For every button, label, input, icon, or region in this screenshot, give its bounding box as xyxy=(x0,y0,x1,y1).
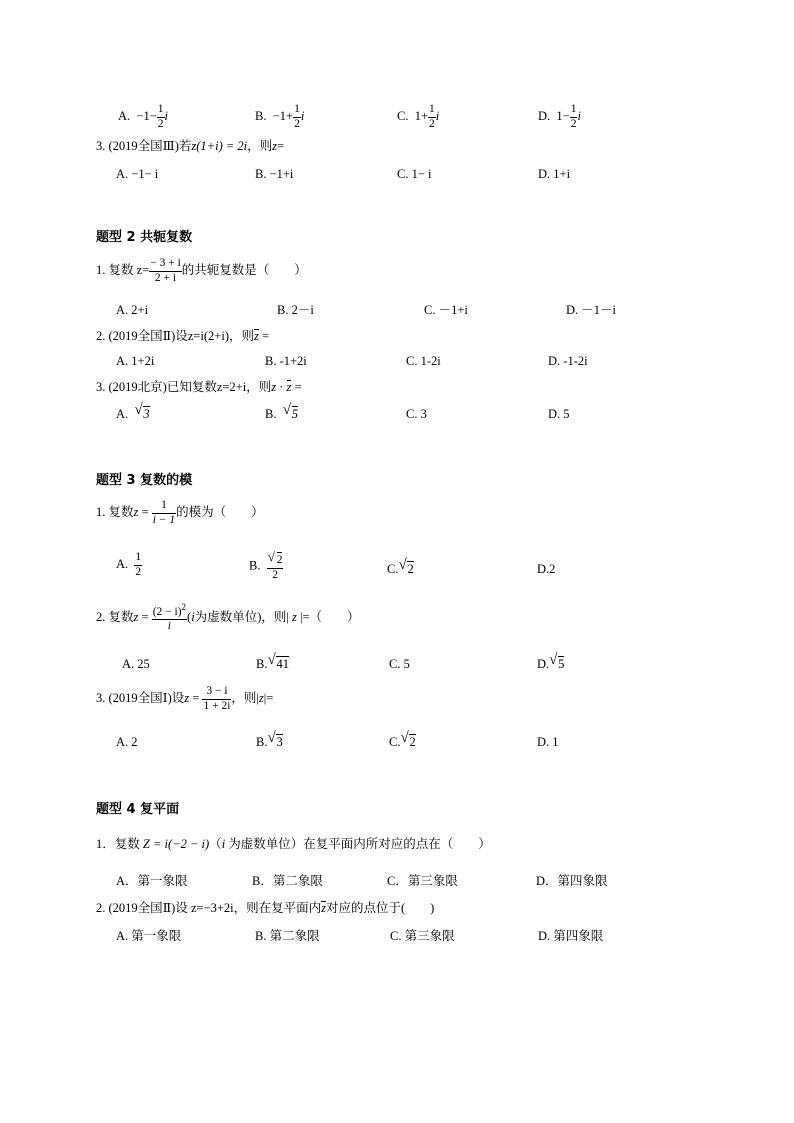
option-b: B. 2－i xyxy=(277,303,314,317)
question-stem: 2. (2019全国Ⅱ)设 z=−3+2i，则在复平面内z对应的点位于( ) xyxy=(96,901,435,915)
option-c: C. 1-2i xyxy=(406,354,441,368)
conjugate-z: z xyxy=(286,380,292,394)
option-b: B. 第二象限 xyxy=(255,929,320,943)
fraction: $\frac{1}{2}$ xyxy=(294,103,300,130)
sqrt: √ 5 xyxy=(549,652,565,671)
option-d: D. 第四象限 xyxy=(538,929,604,943)
option-d: D. -1-2i xyxy=(548,354,588,368)
question-stem: 3. (2019全国Ⅲ)若z(1+i) = 2i，则z= xyxy=(96,139,285,153)
fraction: $\frac{3 - i}{1 + 2i}$ xyxy=(203,685,231,712)
option-c: C. 第三象限 xyxy=(390,929,455,943)
option-b: B. −1+i xyxy=(255,167,294,181)
fraction: $\frac{(2 - i)^2}{i}$ xyxy=(152,602,187,633)
sqrt: √ 3 xyxy=(267,730,283,749)
option-a: A. √ 3 xyxy=(116,402,150,421)
option-d: D. 1 xyxy=(537,735,559,749)
section-heading: 题型 3 复数的模 xyxy=(96,473,193,488)
fraction: $\frac{1}{i - 1}$ xyxy=(152,499,176,526)
option-a: A. −1− $\frac{1}{2}$ i xyxy=(118,103,168,130)
option-c: C. √ 2 xyxy=(387,557,414,576)
sqrt: √ 2 xyxy=(398,557,414,576)
option-a: A. 2 xyxy=(116,735,138,749)
option-d: D. 1+i xyxy=(538,167,571,181)
option-a: A．第一象限 xyxy=(116,874,188,888)
conjugate-z: z xyxy=(321,901,326,915)
sqrt: √ 3 xyxy=(134,402,150,421)
question-stem: 1. 复数 z= $\frac{- 3 + i}{2 + i}$ 的共轭复数是（ ） xyxy=(96,257,307,284)
option-c: C. 1− i xyxy=(397,167,432,181)
option-label: A. xyxy=(118,108,131,123)
option-text: −1− xyxy=(136,108,157,123)
question-stem: 3. (2019全国Ⅰ)设z = $\frac{3 - i}{1 + 2i}$ ，则|z|= xyxy=(96,685,274,712)
question-stem: 1．复数 Z = i(−2 − i)（i 为虚数单位）在复平面内所对应的点在（ ） xyxy=(96,837,491,851)
option-d: D. －1－i xyxy=(566,303,617,317)
section-heading: 题型 2 共轭复数 xyxy=(96,230,193,245)
option-c: C. 1+ $\frac{1}{2}$ i xyxy=(397,103,440,130)
option-a: A. 第一象限 xyxy=(116,929,182,943)
option-a: A. 25 xyxy=(122,657,150,671)
sqrt: √ 2 xyxy=(400,730,416,749)
option-c: C. 5 xyxy=(389,657,410,671)
option-b: B. √ 41 xyxy=(256,652,289,671)
section-heading: 题型 4 复平面 xyxy=(96,802,180,817)
fraction: $\frac{1}{2}$ xyxy=(157,103,164,130)
option-a: A. −1− i xyxy=(116,167,159,181)
option-d: D. 1− $\frac{1}{2}$ i xyxy=(538,103,581,130)
option-d: D. 5 xyxy=(548,407,570,421)
fraction: $\frac{- 3 + i}{2 + i}$ xyxy=(150,257,181,284)
fraction: $\frac{1}{2}$ xyxy=(570,103,577,130)
option-d: D. √ 5 xyxy=(537,652,565,671)
fraction: √ 2 2 xyxy=(267,549,283,581)
question-stem: 3. (2019北京)已知复数z=2+i，则z · z = xyxy=(96,380,302,394)
option-b: B. −1+ $\frac{1}{2}$ i xyxy=(255,103,305,130)
option-d: D.2 xyxy=(537,562,556,576)
option-b: B. √ 2 2 xyxy=(249,549,283,581)
fraction: $\frac{1}{2}$ xyxy=(429,103,435,130)
option-a: A. 2+i xyxy=(116,303,149,317)
sqrt: √ 41 xyxy=(267,652,289,671)
question-stem: 2. (2019全国Ⅱ)设z=i(2+i)，则z = xyxy=(96,329,270,343)
conjugate-z: z xyxy=(254,329,259,343)
option-b: B. -1+2i xyxy=(265,354,307,368)
option-c: C. 3 xyxy=(406,407,427,421)
option-a: A. $\frac{1}{2}$ xyxy=(116,551,142,578)
option-c: C. √ 2 xyxy=(389,730,416,749)
option-b: B. √ 3 xyxy=(256,730,283,749)
option-d: D．第四象限 xyxy=(536,874,608,888)
sqrt: √ 5 xyxy=(282,402,298,421)
option-c: C. －1+i xyxy=(424,303,468,317)
question-stem: 2. 复数z = $\frac{(2 - i)^2}{i}$ (i为虚数单位)，则| z |=（ ） xyxy=(96,602,360,633)
option-c: C．第三象限 xyxy=(387,874,458,888)
option-b: B．第二象限 xyxy=(252,874,323,888)
option-b: B. √ 5 xyxy=(265,402,298,421)
question-stem: 1. 复数z = $\frac{1}{i - 1}$ 的模为（ ） xyxy=(96,499,264,526)
option-a: A. 1+2i xyxy=(116,354,155,368)
fraction: $\frac{1}{2}$ xyxy=(135,551,142,578)
